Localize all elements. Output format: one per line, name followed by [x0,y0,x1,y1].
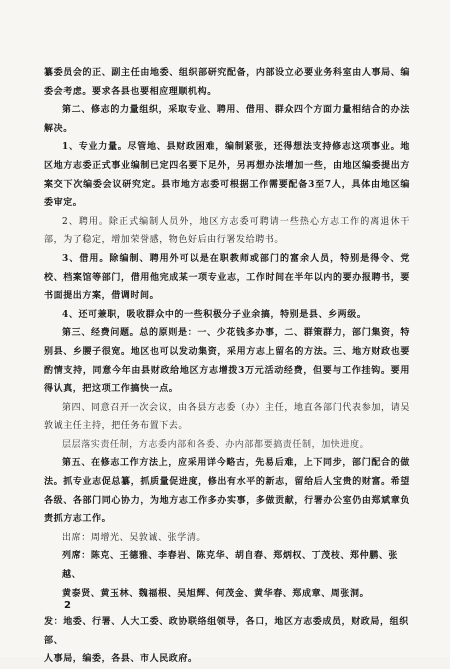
paragraph: 1、专业力量。尽管地、县财政困难，编制紧张，还得想法支持修志这项事业。地区地方志委正式事业编制已定四名要下足外，另再想办法增加一些，由地区编委提出方案交下次编委会议研究定。县市地方志委可根据工作需要配备3至7人，具体由地区编委审定。 [44,142,410,209]
attendees-line [44,529,410,548]
distribution-label: 发： [44,617,64,628]
observers-names-2: 黄泰贤、黄玉林、魏福根、吴旭辉、何茂金、黄华春、郑成章、周张洞。 [62,588,370,599]
paragraph: 第五、在修志工作方法上，应采用详今略古，先易后难，上下同步，部门配合的做法。抓专业志促总纂，抓质量促进度，修出有水平的新志，留给后人宝贵的财富。希望各级、各部门同心协力，为地方志工作多办实事，多做贡献，行署办公室仍由郑斌章负责抓方志工作。 [44,458,410,525]
attendees-label: 出席： [62,532,91,543]
paragraph: 层层落实责任制，方志委内部和各委、办内部都要搞责任制，加快进度。 [62,439,370,450]
distribution-recipients-1: 地委、行署、人大工委、政协联络组领导，各口，地区方志委成员，财政局，组织部、 [44,617,409,646]
paragraph: 3、借用。除编制、聘用外可以是在职教师或部门的富余人员，特别是得令、党校、档案馆等部门，借用他完成某一项专业志，工作时间在半年以内的要办报聘书，要书面提出方案，借调时间。 [44,253,410,302]
paragraph: 第三、经费问题。总的原则是：一、少花钱多办事，二、群策群力，部门集资，特别县、乡腰子很宽。地区也可以发动集资，采用方志上留名的方法。三、地方财政也要酌情支持，同意今年由县财政给地区方志增拨3万元活动经费，但要与工作挂钩。要用得认真，把这项工作搞快一点。 [44,328,410,395]
observers-names-1: 陈克、王德雅、李春岩、陈克华、胡自春、郑炳权、丁茂枝、郑仲鹏、张越、 [62,551,399,581]
attendees-names: 周增光、吴敦诚、张学清。 [90,532,207,543]
observers-line-2 [44,585,410,604]
observers-label: 列席： [62,551,91,562]
paragraph: 2、聘用。除正式编制人员外，地区方志委可聘请一些热心方志工作的离退休干部，为了稳定，增加荣誉感，物色好后由行署发给聘书。 [44,216,410,246]
paragraph: 第二、修志的力量组织，采取专业、聘用、借用、群众四个方面力量相结合的办法解决。 [44,105,410,134]
observers-line-1 [44,547,410,584]
page-number: 2 [64,600,71,611]
paragraph-list [44,64,410,529]
paragraph: 4、还可兼职，吸收群众中的一些积极分子业余搞，特别是县、乡两级。 [62,309,367,320]
distribution-recipients-2: 人事局，编委，各县、市人民政府。 [44,654,198,665]
distribution-line-1 [44,613,410,650]
paragraph: 纂委员会的正、副主任由地委、组织部研究配备，内部设立必要业务科室由人事局、编委会考虑。要求各县也要相应理顺机构。 [44,68,410,97]
distribution-line-2 [44,650,410,669]
document-body [44,64,410,669]
paragraph: 第四、同意召开一次会议，由各县方志委（办）主任，地直各部门代表参加，请吴敦诚主任主持，把任务布置下去。 [44,402,410,432]
